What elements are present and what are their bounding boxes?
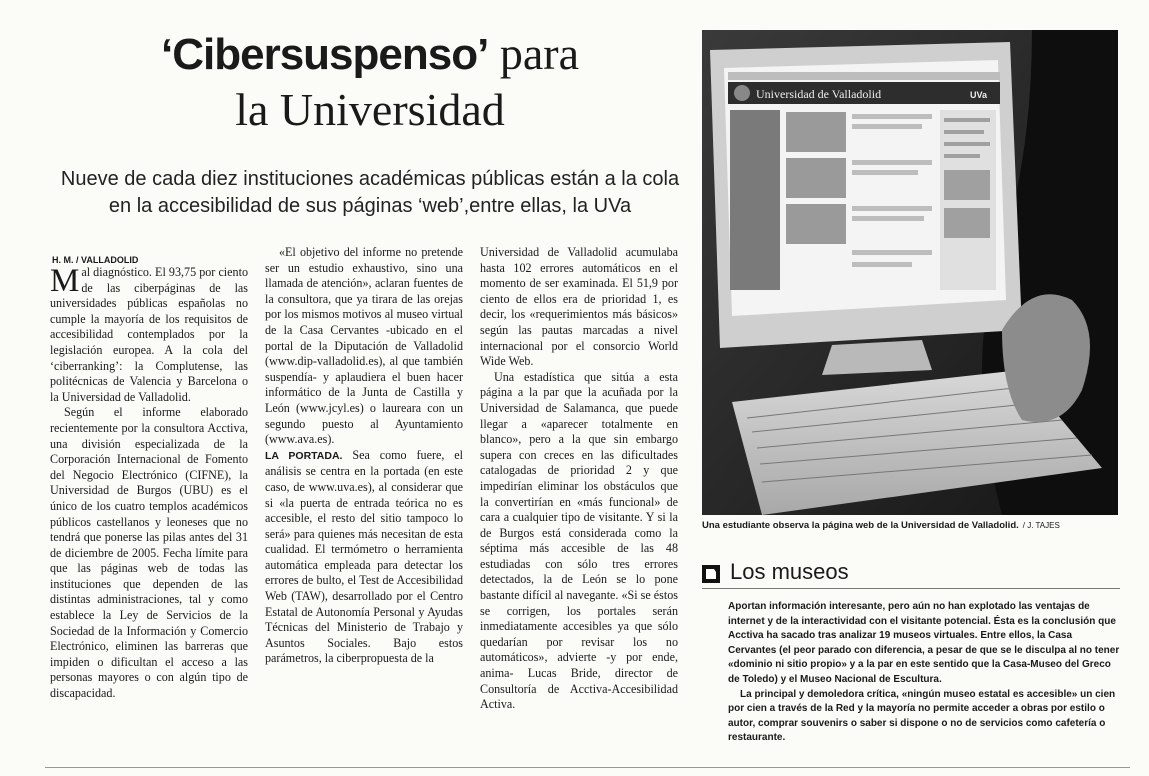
paragraph [50, 265, 248, 405]
photo-credit: / J. TAJES [1022, 521, 1060, 530]
sidebar-paragraph: Aportan información interesante, pero aún no han explotado las ventajas de internet y de la interactividad con el visitante potencial. Ésta es la conclusión que Acctiva ha sacado tras analizar 19 museos virtuales. Entre ellos, la Casa Cervantes (el peor parado con diferencia, a pesar de que se le disculpa al no tener «dominio ni sitio propio» y a la par en este sentido que la Casa-Museo del Greco de Toledo) y el Museo Nacional de Escultura. [728, 601, 1120, 685]
paragraph-text: al diagnóstico. El 93,75 por ciento de las ciberpáginas de las universidades públicas españolas no cumple la mayoría de los requisitos de accesibilidad contemplados por la legislación europea. A la cola del ‘ciberranking’: la Complutense, las politécnicas de Valencia y Barcelona o la Universidad de Valladolid. [50, 265, 248, 404]
sidebar-icon [702, 565, 720, 583]
sidebar-paragraph: La principal y demoledora crítica, «ningún museo estatal es accesible» un cien por cien a través de la Red y la mayoría no permite acceder a obras por estilo o autor, comprar souvenirs o saber si dispone o no de servicios como cafetería o restaurante. [728, 688, 1116, 744]
section-lead: LA PORTADA. [265, 449, 343, 462]
screen-header-text: Universidad de Valladolid [756, 87, 882, 101]
paragraph: «El objetivo del informe no pretende ser un estudio exhaustivo, sino una llamada de atención», aclaran fuentes de la consultora, que ya tirara de las orejas por los mismos motivos al museo virtual de la Casa Cervantes -ubicado en el portal de la Diputación de Valladolid (www.dip-valladolid.es), al que también suspendía- y aplaudiera el buen hacer informático de la Junta de Castilla y León (www.jcyl.es) o laureara con un segundo puesto al Ayuntamiento (www.ava.es). [265, 245, 463, 447]
headline [50, 28, 690, 136]
article-column-3 [480, 245, 678, 713]
paragraph: Según el informe elaborado recientemente por la consultora Acctiva, una división especializada de la Corporación Internacional de Fomento del Negocio Electrónico (CIFNE), la Universidad de Burgos (UBU) es el único de los cuatro templos académicos públicos castellanos y leoneses que no tendrá que ponerse las pilas antes del 31 de diciembre de 2005. Fecha límite para que las páginas web de todas las instituciones que dependen de las distintas administraciones, tal y como establece la Ley de Servicios de la Sociedad de la Información y Comercio Electrónico, eliminen las barreras que impiden o dificultan el acceso a las personas mayores o con algún tipo de discapacidad. [50, 405, 248, 701]
sidebar-divider [702, 588, 1120, 589]
photo-illustration [702, 30, 1118, 515]
sidebar-body [728, 600, 1120, 746]
screen-badge: UVa [970, 90, 988, 100]
headline-part-2: para [488, 28, 579, 79]
subheadline: Nueve de cada diez instituciones académicas públicas están a la cola en la accesibilidad de sus páginas ‘web’,entre ellas, la UVa [60, 168, 680, 217]
paragraph [265, 448, 463, 667]
headline-part-3: la Universidad [235, 84, 505, 135]
sidebar-title: Los museos [730, 559, 849, 584]
photo-caption [702, 520, 1132, 531]
article-column-2 [265, 245, 463, 667]
page-divider [45, 767, 1130, 768]
byline: H. M. / VALLADOLID [52, 255, 139, 265]
news-photo [702, 30, 1118, 515]
drop-cap: M [50, 263, 80, 299]
paragraph: Una estadística que sitúa a esta página a la par que la acuñada por la Universidad de Salamanca, que puede llegar a «aparecer totalmente en blanco», pero a la que sin embargo supera con creces en las dificultades catalogadas de prioridad 2 y que impedirían eliminar los obstáculos que la convertirían en «más funcional» de cara a cualquier tipo de visitante. Y si la de Burgos está considerada como la séptima más accesible de las 48 estudiadas con sólo tres errores detectados, la de León se lo pone bastante difícil al navegante. «Si se éstos se corrigen, los portales serán inmediatamente accesibles ya que sólo quedarían por revisar los no automáticos», advierte -y por ende, anima- Lucas Bride, director de Consultoría de Acctiva-Accesibilidad Activa. [480, 369, 678, 712]
caption-text: Una estudiante observa la página web de la Universidad de Valladolid. [702, 520, 1019, 531]
paragraph-text: Sea como fuere, el análisis se centra en la portada (en este caso, de www.uva.es), al considerar que si «la puerta de entrada teórica no es accesible, el resto del sitio tampoco lo será» para quienes más necesitan de esta cualidad. El termómetro o herramienta automática empleada para detectar los errores de bulto, el Test de Accesibilidad Web (TAW), desarrollado por el Centro Estatal de Autonomía Personal y Ayudas Técnicas del Ministerio de Trabajo y Asuntos Sociales. Bajo estos parámetros, la ciberpropuesta de la [265, 447, 464, 666]
article-column-1 [50, 265, 248, 702]
headline-part-1: ‘Cibersuspenso’ [161, 30, 489, 79]
paragraph: Universidad de Valladolid acumulaba hasta 102 errores automáticos en el momento de ser examinada. El 51,9 por ciento de ellos era de prioridad 1, es decir, los «requerimientos más básicos» según las pautas marcadas a nivel internacional por el consorcio World Wide Web. [480, 245, 678, 369]
